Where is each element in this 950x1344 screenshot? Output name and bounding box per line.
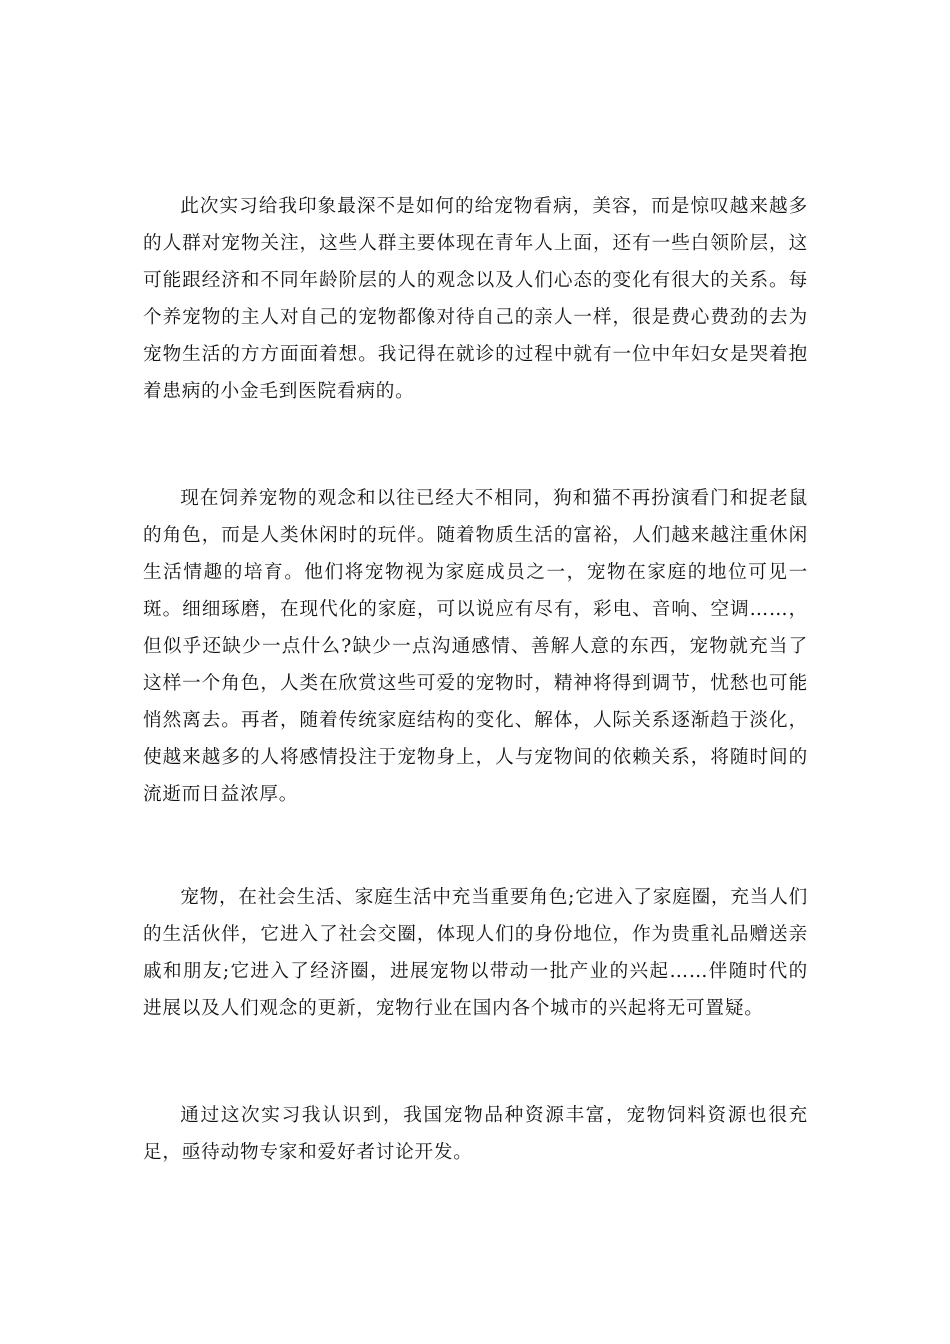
- paragraph-3: 宠物，在社会生活、家庭生活中充当重要角色;它进入了家庭圈，充当人们的生活伙伴，它进入了社会交圈，体现人们的身份地位，作为贵重礼品赠送亲戚和朋友;它进入了经济圈，进展宠物以带动一批产业的兴起……伴随时代的进展以及人们观念的更新，宠物行业在国内各个城市的兴起将无可置疑。: [143, 887, 808, 1019]
- paragraph-4: 通过这次实习我认识到，我国宠物品种资源丰富，宠物饲料资源也很充足，亟待动物专家和爱好者讨论开发。: [143, 1105, 808, 1163]
- paragraph-1: 此次实习给我印象最深不是如何的给宠物看病，美容，而是惊叹越来越多的人群对宠物关注，这些人群主要体现在青年人上面，还有一些白领阶层，这可能跟经济和不同年龄阶层的人的观念以及人们心态的变化有很大的关系。每个养宠物的主人对自己的宠物都像对待自己的亲人一样，很是费心费劲的去为宠物生活的方方面面着想。我记得在就诊的过程中就有一位中年妇女是哭着抱着患病的小金毛到医院看病的。: [143, 196, 808, 402]
- paragraph-2: 现在饲养宠物的观念和以往已经大不相同，狗和猫不再扮演看门和捉老鼠的角色，而是人类休闲时的玩伴。随着物质生活的富裕，人们越来越注重休闲生活情趣的培育。他们将宠物视为家庭成员之一，宠物在家庭的地位可见一斑。细细琢磨，在现代化的家庭，可以说应有尽有，彩电、音响、空调……，但似乎还缺少一点什么?缺少一点沟通感情、善解人意的东西，宠物就充当了这样一个角色，人类在欣赏这些可爱的宠物时，精神将得到调节，忧愁也可能悄然离去。再者，随着传统家庭结构的变化、解体，人际关系逐渐趋于淡化，使越来越多的人将感情投注于宠物身上，人与宠物间的依赖关系，将随时间的流逝而日益浓厚。: [143, 488, 808, 805]
